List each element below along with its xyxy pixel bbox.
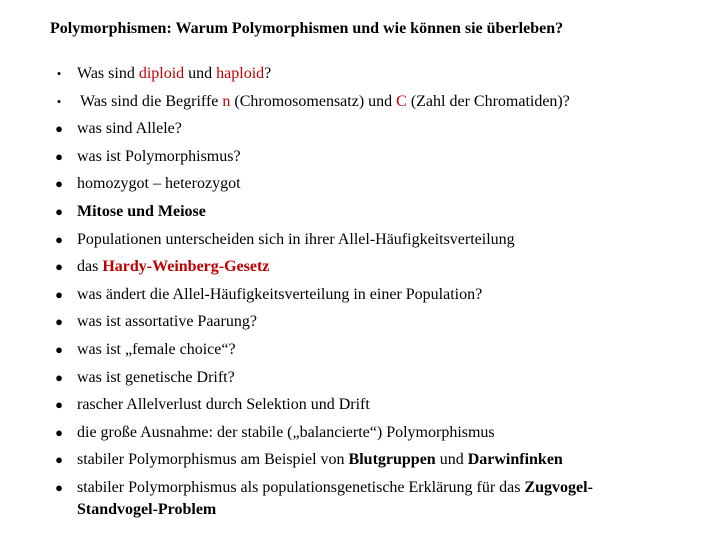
list-item-text: homozygot – heterozygot xyxy=(77,175,241,192)
bullet-circle-icon: ● xyxy=(55,425,63,440)
list-item-text: was ist „female choice“? xyxy=(77,341,236,358)
text-segment: Was sind die Begriffe xyxy=(80,93,223,110)
list-item-text xyxy=(77,256,687,278)
term-blutgruppen: Blutgruppen xyxy=(348,451,436,468)
term-diploid: diploid xyxy=(138,65,185,82)
list-item-text xyxy=(77,477,667,521)
list-item-text: die große Ausnahme: der stabile („balancierte“) Polymorphismus xyxy=(77,424,495,441)
list-item-text xyxy=(80,91,690,113)
term-darwinfinken: Darwinfinken xyxy=(467,451,563,468)
list-item-text xyxy=(77,449,687,471)
list-item-text: was sind Allele? xyxy=(77,120,182,137)
bullet-circle-icon: ● xyxy=(55,121,63,136)
text-segment: stabiler Polymorphismus als populationsgenetische Erklärung für das xyxy=(77,479,525,496)
list-item-text: was ist assortative Paarung? xyxy=(77,313,257,330)
text-segment: (Zahl der Chromatiden)? xyxy=(406,93,570,110)
text-segment: (Chromosomensatz) und xyxy=(230,93,397,110)
term-c: C xyxy=(396,93,407,110)
text-segment: Was sind xyxy=(77,65,139,82)
list-item-text: Mitose und Meiose xyxy=(77,203,206,220)
list-item-text: rascher Allelverlust durch Selektion und Drift xyxy=(77,396,370,413)
bullet-circle-icon: ● xyxy=(55,149,63,164)
term-n: n xyxy=(222,93,231,110)
text-segment: das xyxy=(77,258,103,275)
bullet-circle-icon: ● xyxy=(55,204,63,219)
text-segment: und xyxy=(184,65,217,82)
bullet-circle-icon: ● xyxy=(55,232,63,247)
bullet-circle-icon: ● xyxy=(55,370,63,385)
bullet-circle-icon: ● xyxy=(55,259,63,274)
slide-title: Polymorphismen: Warum Polymorphismen und wie können sie überleben? xyxy=(50,20,564,37)
term-zugvogel-standvogel: Zugvogel-Standvogel-Problem xyxy=(77,479,593,518)
list-item-text: Populationen unterscheiden sich in ihrer Allel-Häufigkeitsverteilung xyxy=(77,231,515,248)
list-item-text: was ist genetische Drift? xyxy=(77,369,235,386)
bullet-circle-icon: ● xyxy=(55,176,63,191)
bullet-dot-icon: • xyxy=(56,66,62,81)
bullet-dot-icon: • xyxy=(56,94,62,109)
text-segment: stabiler Polymorphismus am Beispiel von xyxy=(77,451,349,468)
list-item-text: was ändert die Allel-Häufigkeitsverteilung in einer Population? xyxy=(77,286,483,303)
text-segment: ? xyxy=(264,65,272,82)
term-haploid: haploid xyxy=(216,65,265,82)
text-segment: und xyxy=(435,451,468,468)
bullet-circle-icon: ● xyxy=(55,287,63,302)
bullet-circle-icon: ● xyxy=(55,480,63,495)
list-item-text: was ist Polymorphismus? xyxy=(77,148,241,165)
term-hardy-weinberg: Hardy-Weinberg-Gesetz xyxy=(102,258,270,275)
bullet-circle-icon: ● xyxy=(55,452,63,467)
list-item-text xyxy=(77,63,687,85)
bullet-circle-icon: ● xyxy=(55,397,63,412)
bullet-circle-icon: ● xyxy=(55,342,63,357)
bullet-circle-icon: ● xyxy=(55,314,63,329)
